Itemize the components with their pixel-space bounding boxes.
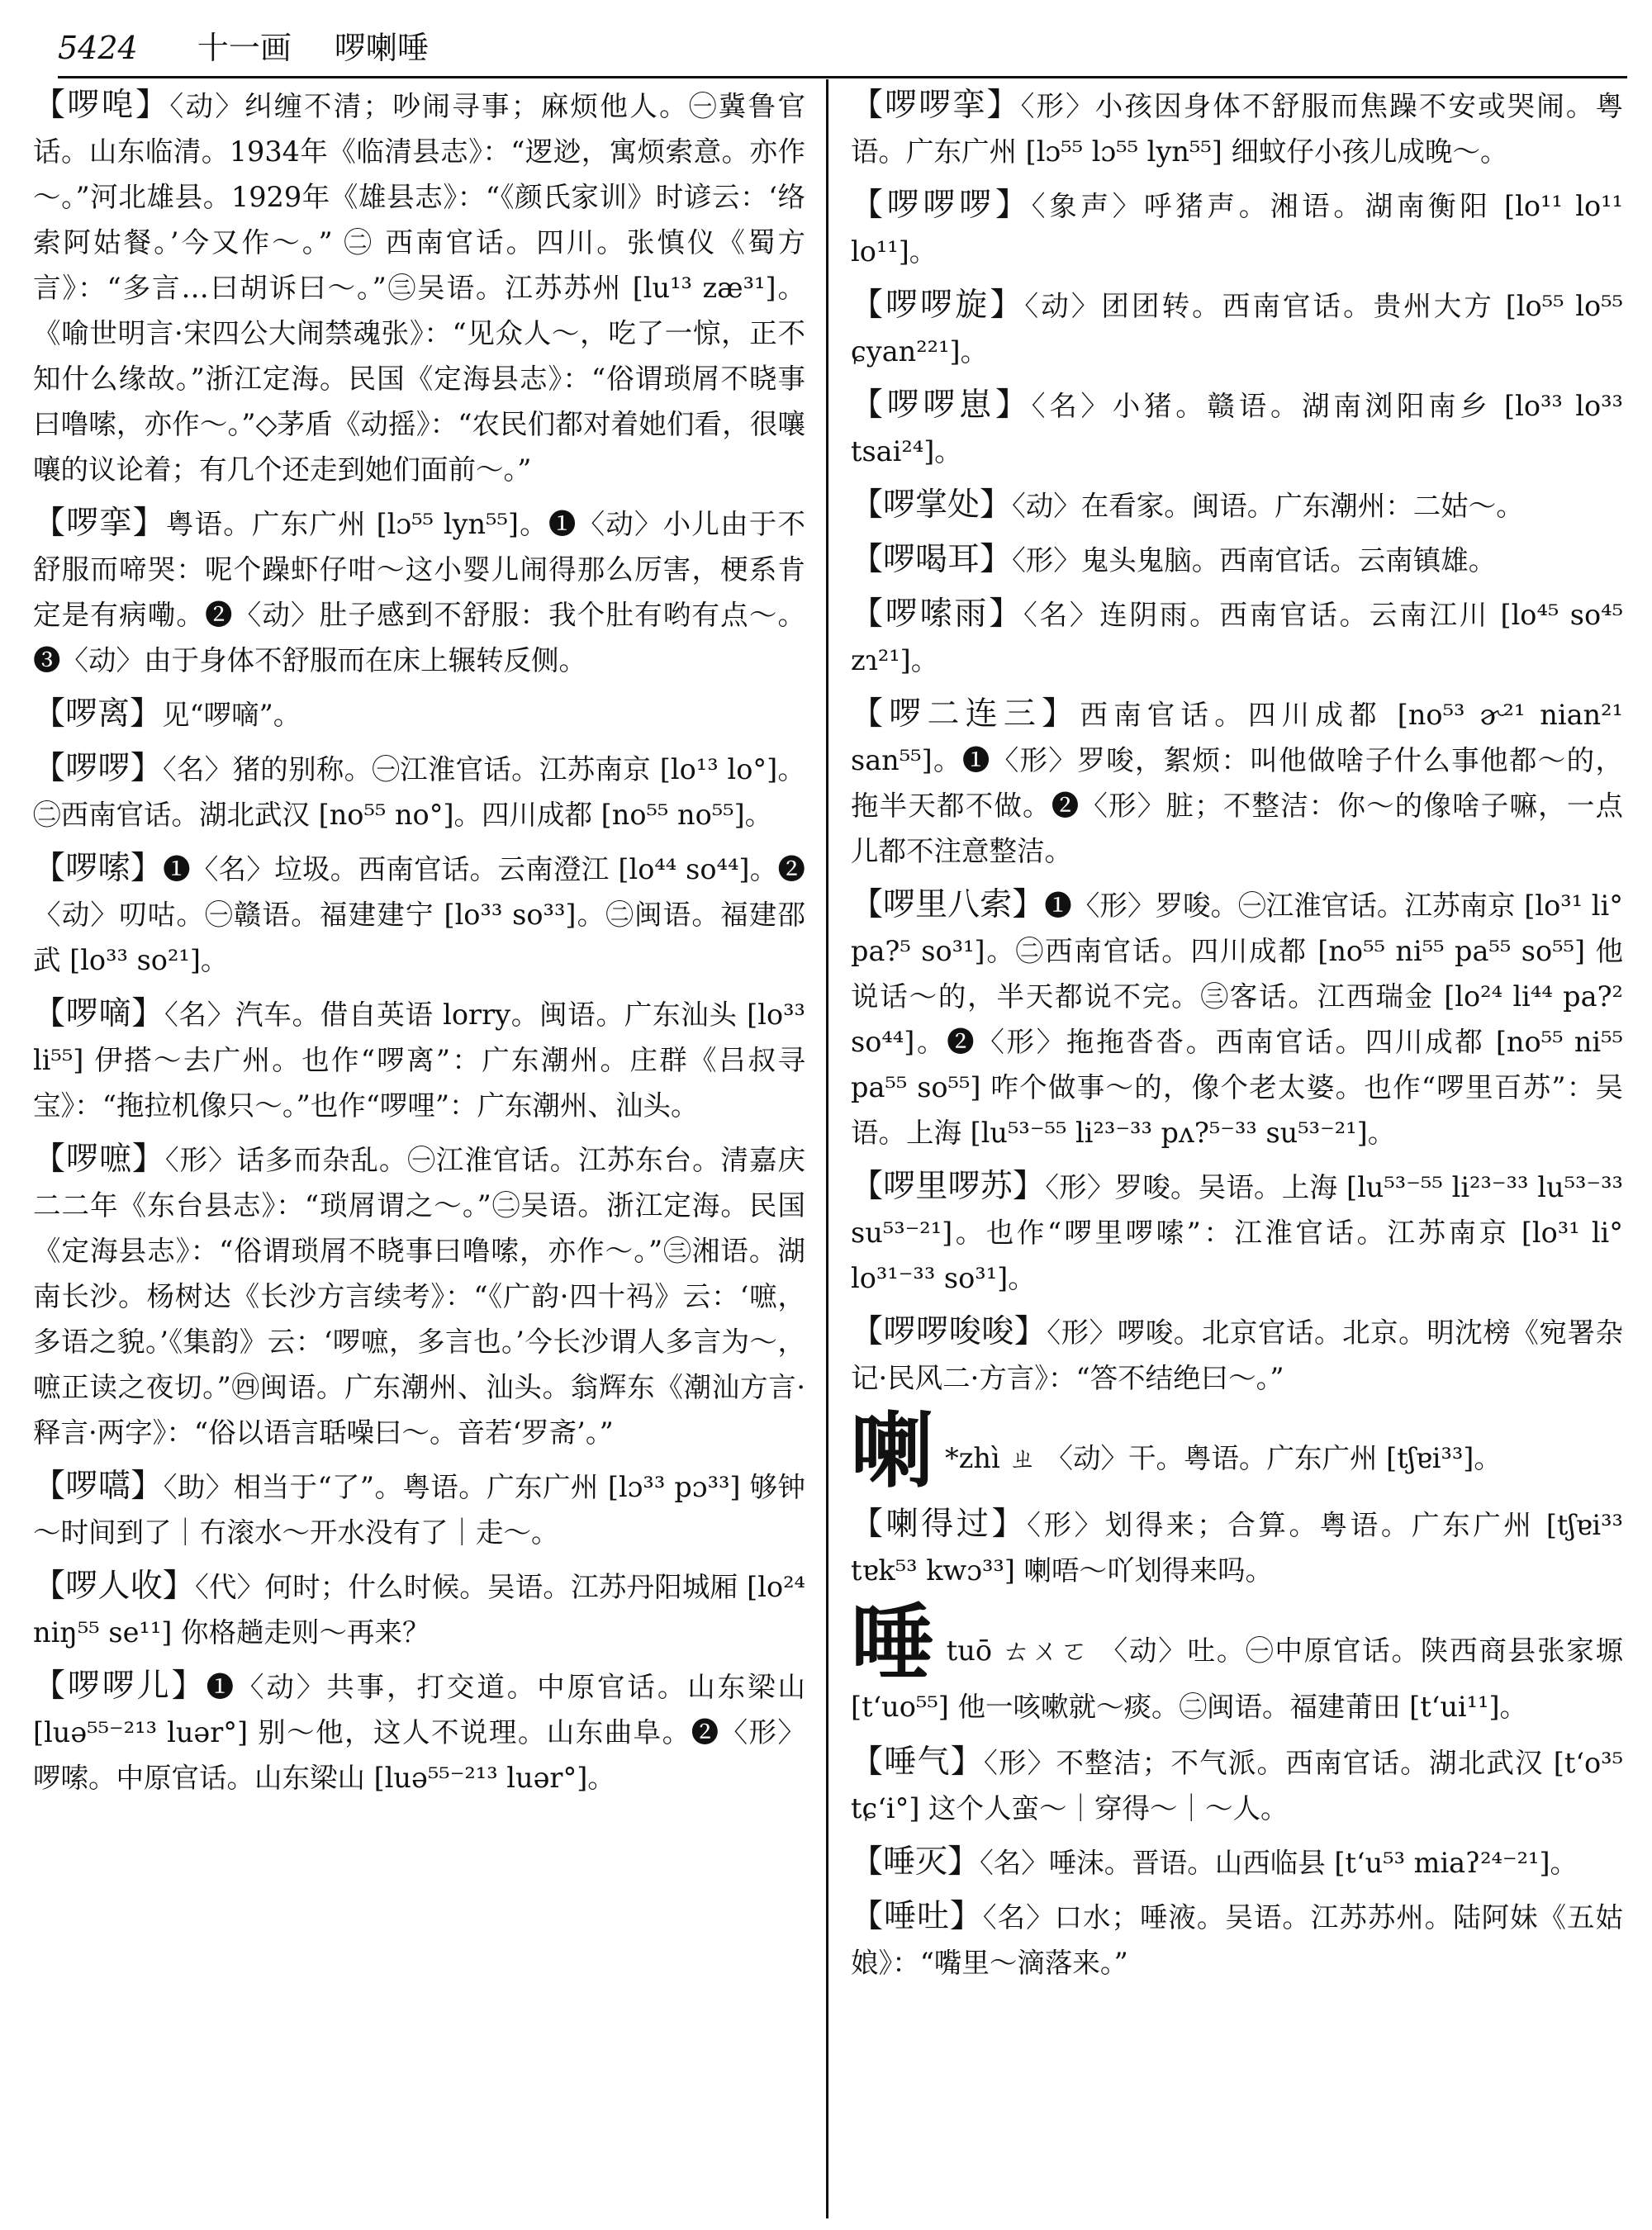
- header-rule: [58, 76, 1627, 78]
- entry-headword: 【啰嗦雨】: [851, 595, 1024, 633]
- head-character: 喇: [851, 1402, 933, 1499]
- section-label: 十一画: [197, 30, 292, 66]
- entry-definition: 〈名〉小猪。赣语。湖南浏阳南乡 [lo³³ lo³³ tsai²⁴]。: [851, 390, 1623, 467]
- entry-headword: 【啰嗻】: [33, 1141, 165, 1178]
- dictionary-entry: [851, 1309, 1623, 1401]
- entry-definition: ❶〈名〉垃圾。西南官话。云南澄江 [lo⁴⁴ so⁴⁴]。❷〈动〉叨咕。㊀赣语。福建建宁 [lo³³ so³³]。㊁闽语。福建邵武 [lo³³ so²¹]。: [33, 853, 805, 976]
- entry-definition: ❶〈动〉共事，打交道。中原官话。山东梁山 [luə⁵⁵⁻²¹³ luər°] 别～他，这人不说理。山东曲阜。❷〈形〉啰嗦。中原官话。山东梁山 [luə⁵⁵⁻²¹³ luər°]。: [33, 1671, 805, 1794]
- character-definition: tuō ㄊㄨㄛ 〈动〉吐。㊀中原官话。陕西商县张家塬 [t‘uo⁵⁵] 他一咳嗽就～痰。㊁闽语。福建莆田 [t‘ui¹¹]。: [851, 1635, 1623, 1723]
- entry-headword: 【啰嘀】: [33, 995, 165, 1032]
- entry-headword: 【啰啰旋】: [851, 287, 1025, 324]
- entry-headword: 【唾吐】: [851, 1898, 983, 1935]
- entry-headword: 【啰啰】: [33, 750, 164, 787]
- entry-headword: 【啰掌处】: [851, 486, 1013, 524]
- entry-definition: 〈动〉纠缠不清；吵闹寻事；麻烦他人。㊀冀鲁官话。山东临清。1934年《临清县志》：“逻逤，寓烦索意。亦作～。”河北雄县。1929年《雄县志》：“《颜氏家训》时谚云：‘络索阿姑餐。’今又作～。” ㊁ 西南官话。四川。张慎仪《蜀方言》：“多言…曰胡诉曰～。”㊂吴语。江苏苏州 [lu¹³ zæ³¹]。《喻世明言·宋四公大闹禁魂张》：“见众人～，吃了一惊，正不知什么缘故。”浙江定海。民国《定海县志》：“俗谓琐屑不晓事曰噜嗦，亦作～。”◇茅盾《动摇》：“农民们都对着她们看，很嚷嚷的议论着；有几个还走到她们面前～。”: [33, 90, 805, 486]
- dictionary-entry: [851, 691, 1623, 874]
- entry-definition: 见“啰嘀”。: [162, 699, 301, 731]
- dictionary-entry: [851, 183, 1623, 274]
- dictionary-entry: [851, 382, 1623, 474]
- dictionary-entry: [33, 1563, 805, 1655]
- entry-headword: 【啰挛】: [33, 505, 166, 542]
- dictionary-entry: [33, 991, 805, 1128]
- dictionary-entry: [851, 282, 1623, 374]
- entry-definition: ❶〈形〉罗唆。㊀江淮官话。江苏南京 [lo³¹ li° pa?⁵ so³¹]。㊁西南官话。四川成都 [no⁵⁵ ni⁵⁵ pa⁵⁵ so⁵⁵] 他说话～的，半天都说不完。㊂客话。江西瑞金 [lo²⁴ li⁴⁴ pa?² so⁴⁴]。❷〈形〉拖拖沓沓。西南官话。四川成都 [no⁵⁵ ni⁵⁵ pa⁵⁵ so⁵⁵] 咋个做事～的，像个老太婆。也作“啰里百苏”：吴语。上海 [lu⁵³⁻⁵⁵ li²³⁻³³ pʌ?⁵⁻³³ su⁵³⁻²¹]。: [851, 890, 1623, 1149]
- right-column: [851, 83, 1623, 2222]
- dictionary-entry: [33, 501, 805, 683]
- entry-headword: 【啰啰崽】: [851, 387, 1032, 424]
- entry-headword: 【啰里八索】: [851, 886, 1045, 923]
- entry-definition: 〈形〉鬼头鬼脑。西南官话。云南镇雄。: [1012, 544, 1497, 576]
- entry-definition: 〈形〉不整洁；不气派。西南官话。湖北武汉 [t‘o³⁵ tɕ‘i°] 这个人蛮～｜穿得～｜～人。: [851, 1747, 1623, 1824]
- character-definition: *zhì ㄓ 〈动〉干。粤语。广东广州 [tʃɐi³³]。: [945, 1442, 1502, 1474]
- dictionary-entry: [33, 1663, 805, 1801]
- entry-headword: 【啰嚆】: [33, 1468, 164, 1505]
- entry-definition: 〈名〉唾沫。晋语。山西临县 [t‘u⁵³ miaʔ²⁴⁻²¹]。: [980, 1847, 1578, 1879]
- dictionary-entry: [33, 83, 805, 492]
- entry-headword: 【啰啰儿】: [33, 1668, 206, 1705]
- dictionary-entry: [851, 1164, 1623, 1301]
- dictionary-entry: [33, 746, 805, 837]
- entry-headword: 【啰啰啰】: [851, 187, 1032, 224]
- entry-definition: 〈名〉汽车。借自英语 lorry。闽语。广东汕头 [lo³³ li⁵⁵] 伊搭～去广州。也作“啰离”：广东潮州。庄群《吕叔寻宝》：“拖拉机像只～。”也作“啰哩”：广东潮州、汕头。: [33, 999, 805, 1122]
- entry-headword: 【啰人收】: [33, 1568, 196, 1605]
- left-column: [33, 83, 805, 2222]
- entry-headword: 【啰嗦】: [33, 850, 164, 887]
- dictionary-entry: [851, 591, 1623, 683]
- entry-definition: 〈代〉何时；什么时候。吴语。江苏丹阳城厢 [lo²⁴ niŋ⁵⁵ se¹¹] 你格趟走则～再来？: [33, 1571, 805, 1649]
- entry-headword: 【啰啰挛】: [851, 87, 1021, 124]
- entry-headword: 【唾气】: [851, 1744, 984, 1781]
- dictionary-entry: [851, 1839, 1623, 1886]
- entry-definition: 〈形〉罗唆。吴语。上海 [lu⁵³⁻⁵⁵ li²³⁻³³ lu⁵³⁻³³ su⁵³⁻²¹]。也作“啰里啰嗦”：江淮官话。江苏南京 [lo³¹ li° lo³¹⁻³³ so³¹]。: [851, 1171, 1623, 1294]
- entry-definition: 〈动〉在看家。闽语。广东潮州：二姑～。: [1012, 490, 1524, 522]
- entry-definition: 〈名〉口水；唾液。吴语。江苏苏州。陆阿妹《五姑娘》：“嘴里～滴落来。”: [851, 1901, 1623, 1979]
- dictionary-entry: [33, 846, 805, 983]
- page-header: [58, 23, 1627, 73]
- dictionary-entry: [851, 1502, 1623, 1593]
- entry-definition: 〈形〉划得来；合算。粤语。广东广州 [tʃɐi³³ tɐk⁵³ kwɔ³³] 喇唔～吖划得来吗。: [851, 1509, 1623, 1587]
- header-characters: 啰喇唾: [334, 30, 429, 66]
- entry-headword: 【啰啰唆唆】: [851, 1313, 1047, 1350]
- entry-definition: 〈名〉猪的别称。㊀江淮官话。江苏南京 [lo¹³ lo°]。㊁西南官话。湖北武汉 [no⁵⁵ no°]。四川成都 [no⁵⁵ no⁵⁵]。: [33, 753, 805, 831]
- entry-definition: 〈形〉啰唆。北京官话。北京。明沈榜《宛署杂记·民风二·方言》：“答不结绝曰～。”: [851, 1317, 1623, 1394]
- entry-definition: 〈名〉连阴雨。西南官话。云南江川 [lo⁴⁵ so⁴⁵ zɿ²¹]。: [851, 599, 1623, 676]
- entry-headword: 【啰唣】: [33, 87, 170, 124]
- entry-definition: 粤语。广东广州 [lɔ⁵⁵ lyn⁵⁵]。❶〈动〉小儿由于不舒服而啼哭：呢个躁虾仔咁～这小婴儿闹得那么厉害，梗系肯定是有病嘞。❷〈动〉肚子感到不舒服：我个肚有哟有点～。❸〈动〉由于身体不舒服而在床上辗转反侧。: [33, 508, 805, 676]
- page-number: 5424: [58, 30, 138, 66]
- entry-definition: 西南官话。四川成都 [no⁵³ ɚ²¹ nian²¹ san⁵⁵]。❶〈形〉罗唆，絮烦：叫他做啥子什么事他都～的，拖半天都不做。❷〈形〉脏；不整洁：你～的像啥子嘛，一点儿都不注意整洁。: [851, 699, 1623, 867]
- dictionary-entry: [851, 882, 1623, 1155]
- head-character: 唾: [851, 1594, 935, 1691]
- entry-definition: 〈形〉话多而杂乱。㊀江淮官话。江苏东台。清嘉庆二二年《东台县志》：“琐屑谓之～。”㊁吴语。浙江定海。民国《定海县志》：“俗谓琐屑不晓事曰噜嗦，亦作～。”㊂湘语。湖南长沙。杨树达《长沙方言续考》：“《广韵·四十祃》云：‘嗻，多语之貌。’《集韵》云：‘啰嗻，多言也。’今长沙谓人多言为～，嗻正读之夜切。”㊃闽语。广东潮州、汕头。翁辉东《潮汕方言·释言·两字》：“俗以语言聒噪曰～。音若‘罗斋’。”: [33, 1144, 805, 1449]
- entry-definition: 〈象声〉呼猪声。湘语。湖南衡阳 [lo¹¹ lo¹¹ lo¹¹]。: [851, 190, 1623, 268]
- entry-definition: 〈助〉相当于“了”。粤语。广东广州 [lɔ³³ pɔ³³] 够钟～时间到了｜冇滚水～开水没有了｜走～。: [33, 1471, 805, 1549]
- dictionary-entry: [33, 1136, 805, 1455]
- dictionary-entry: [33, 1464, 805, 1555]
- dictionary-entry: [851, 83, 1623, 174]
- entry-headword: 【啰二连三】: [851, 695, 1080, 733]
- entry-definition: 〈动〉团团转。西南官话。贵州大方 [lo⁵⁵ lo⁵⁵ ɕyan²²¹]。: [851, 290, 1623, 368]
- dictionary-entry: [33, 691, 805, 738]
- entry-headword: 【啰里啰苏】: [851, 1168, 1046, 1205]
- dictionary-entry: [851, 1739, 1623, 1831]
- character-entry-tuo: [851, 1594, 1623, 1729]
- entry-headword: 【啰喝耳】: [851, 541, 1013, 578]
- dictionary-entry: [851, 537, 1623, 583]
- entry-definition: 〈形〉小孩因身体不舒服而焦躁不安或哭闹。粤语。广东广州 [lɔ⁵⁵ lɔ⁵⁵ lyn⁵⁵] 细蚊仔小孩儿成晚～。: [851, 90, 1623, 168]
- entry-headword: 【喇得过】: [851, 1506, 1028, 1543]
- entry-headword: 【啰离】: [33, 695, 163, 733]
- entry-headword: 【唾灭】: [851, 1843, 980, 1881]
- character-entry-la: [851, 1402, 1623, 1499]
- column-divider: [826, 79, 828, 2218]
- dictionary-entry: [851, 482, 1623, 529]
- dictionary-entry: [851, 1894, 1623, 1986]
